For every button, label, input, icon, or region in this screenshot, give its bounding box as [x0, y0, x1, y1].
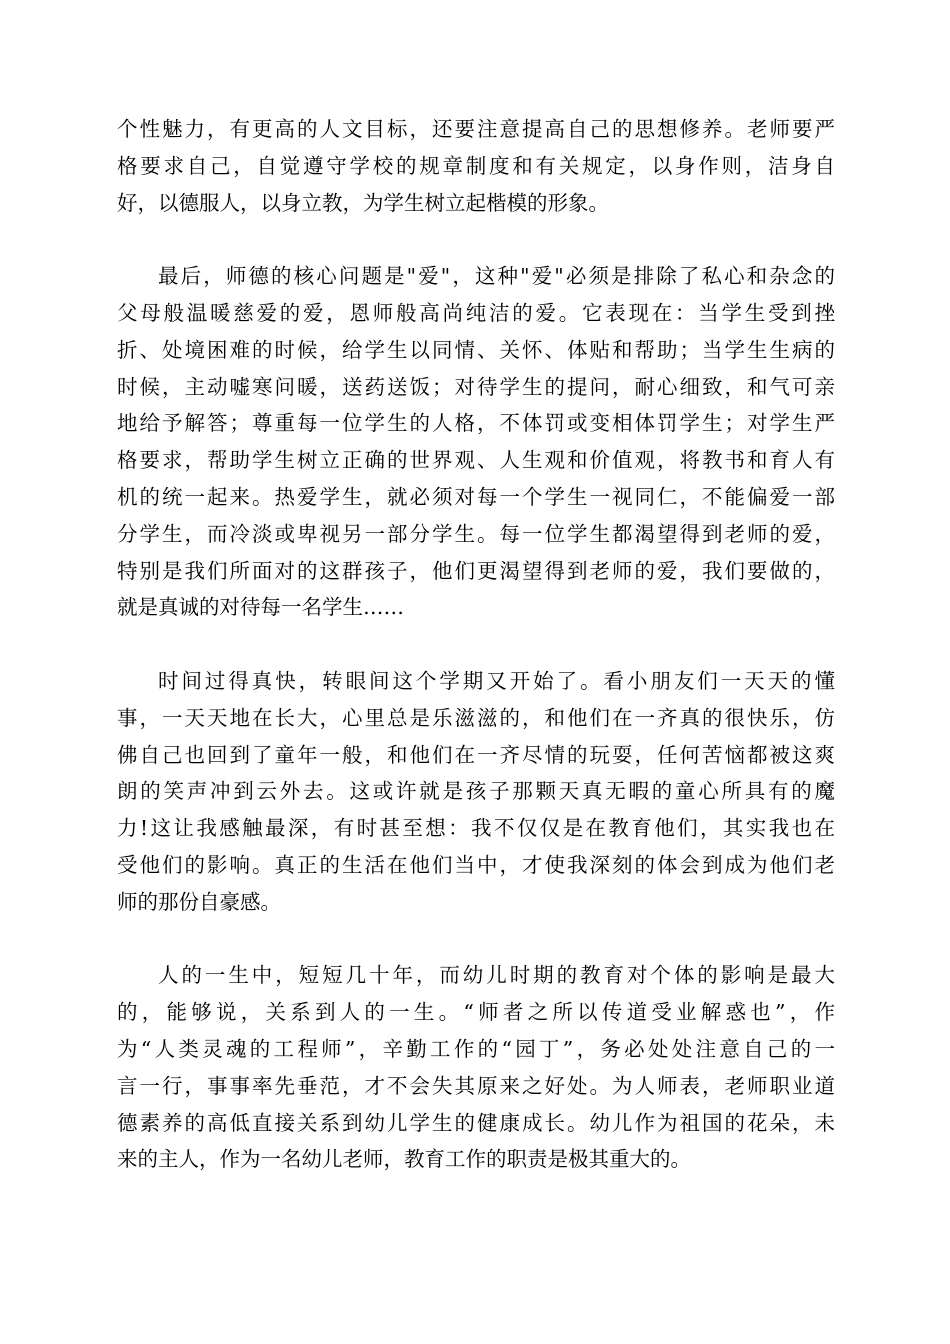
text-line: 人的一生中，短短几十年，而幼儿时期的教育对个体的影响是最大: [158, 963, 835, 988]
text-line: 力!这让我感触最深，有时甚至想：我不仅仅是在教育他们，其实我也在: [117, 816, 835, 841]
text-line: 分学生，而冷淡或卑视另一部分学生。每一位学生都渴望得到老师的爱，: [117, 521, 835, 546]
text-line: 受他们的影响。真正的生活在他们当中，才使我深刻的体会到成为他们老: [117, 852, 835, 877]
text-line: 特别是我们所面对的这群孩子，他们更渴望得到老师的爱，我们要做的，: [117, 558, 835, 583]
paragraph-2: [117, 258, 835, 626]
text-line: 为“人类灵魂的工程师”，辛勤工作的“园丁”，务必处处注意自己的一: [117, 1036, 835, 1061]
text-line: 朗的笑声冲到云外去。这或许就是孩子那颗天真无暇的童心所具有的魔: [117, 779, 835, 804]
document-page: [117, 111, 835, 1215]
text-line: 父母般温暖慈爱的爱，恩师般高尚纯洁的爱。它表现在：当学生受到挫: [117, 300, 835, 325]
text-line: 最后，师德的核心问题是"爱"，这种"爱"必须是排除了私心和杂念的: [158, 264, 835, 289]
text-line: 时间过得真快，转眼间这个学期又开始了。看小朋友们一天天的懂: [158, 668, 835, 693]
paragraph-4: [117, 957, 835, 1178]
text-line: 师的那份自豪感。: [117, 889, 281, 914]
text-line: 言一行，事事率先垂范，才不会失其原来之好处。为人师表，老师职业道: [117, 1073, 835, 1098]
text-line: 好，以德服人，以身立教，为学生树立起楷模的形象。: [117, 190, 609, 215]
text-line: 佛自己也回到了童年一般，和他们在一齐尽情的玩耍，任何苦恼都被这爽: [117, 742, 835, 767]
text-line: 时候，主动嘘寒问暖，送药送饭；对待学生的提问，耐心细致，和气可亲: [117, 374, 835, 399]
text-line: 机的统一起来。热爱学生，就必须对每一个学生一视同仁，不能偏爱一部: [117, 484, 835, 509]
text-line: 的，能够说，关系到人的一生。“师者之所以传道受业解惑也”，作: [117, 1000, 835, 1025]
text-line: 个性魅力，有更高的人文目标，还要注意提高自己的思想修养。老师要严: [117, 117, 835, 141]
text-line: 格要求自己，自觉遵守学校的规章制度和有关规定，以身作则，洁身自: [117, 153, 835, 178]
text-line: 就是真诚的对待每一名学生……: [117, 595, 404, 620]
text-line: 事，一天天地在长大，心里总是乐滋滋的，和他们在一齐真的很快乐，仿: [117, 705, 835, 730]
text-line: 折、处境困难的时候，给学生以同情、关怀、体贴和帮助；当学生生病的: [117, 337, 835, 362]
paragraph-1: [117, 111, 835, 221]
paragraph-3: [117, 663, 835, 921]
text-line: 德素养的高低直接关系到幼儿学生的健康成长。幼儿作为祖国的花朵，未: [117, 1110, 835, 1135]
text-line: 来的主人，作为一名幼儿老师，教育工作的职责是极其重大的。: [117, 1147, 691, 1172]
text-line: 格要求，帮助学生树立正确的世界观、人生观和价值观，将教书和育人有: [117, 448, 835, 473]
text-line: 地给予解答；尊重每一位学生的人格，不体罚或变相体罚学生；对学生严: [117, 411, 835, 436]
